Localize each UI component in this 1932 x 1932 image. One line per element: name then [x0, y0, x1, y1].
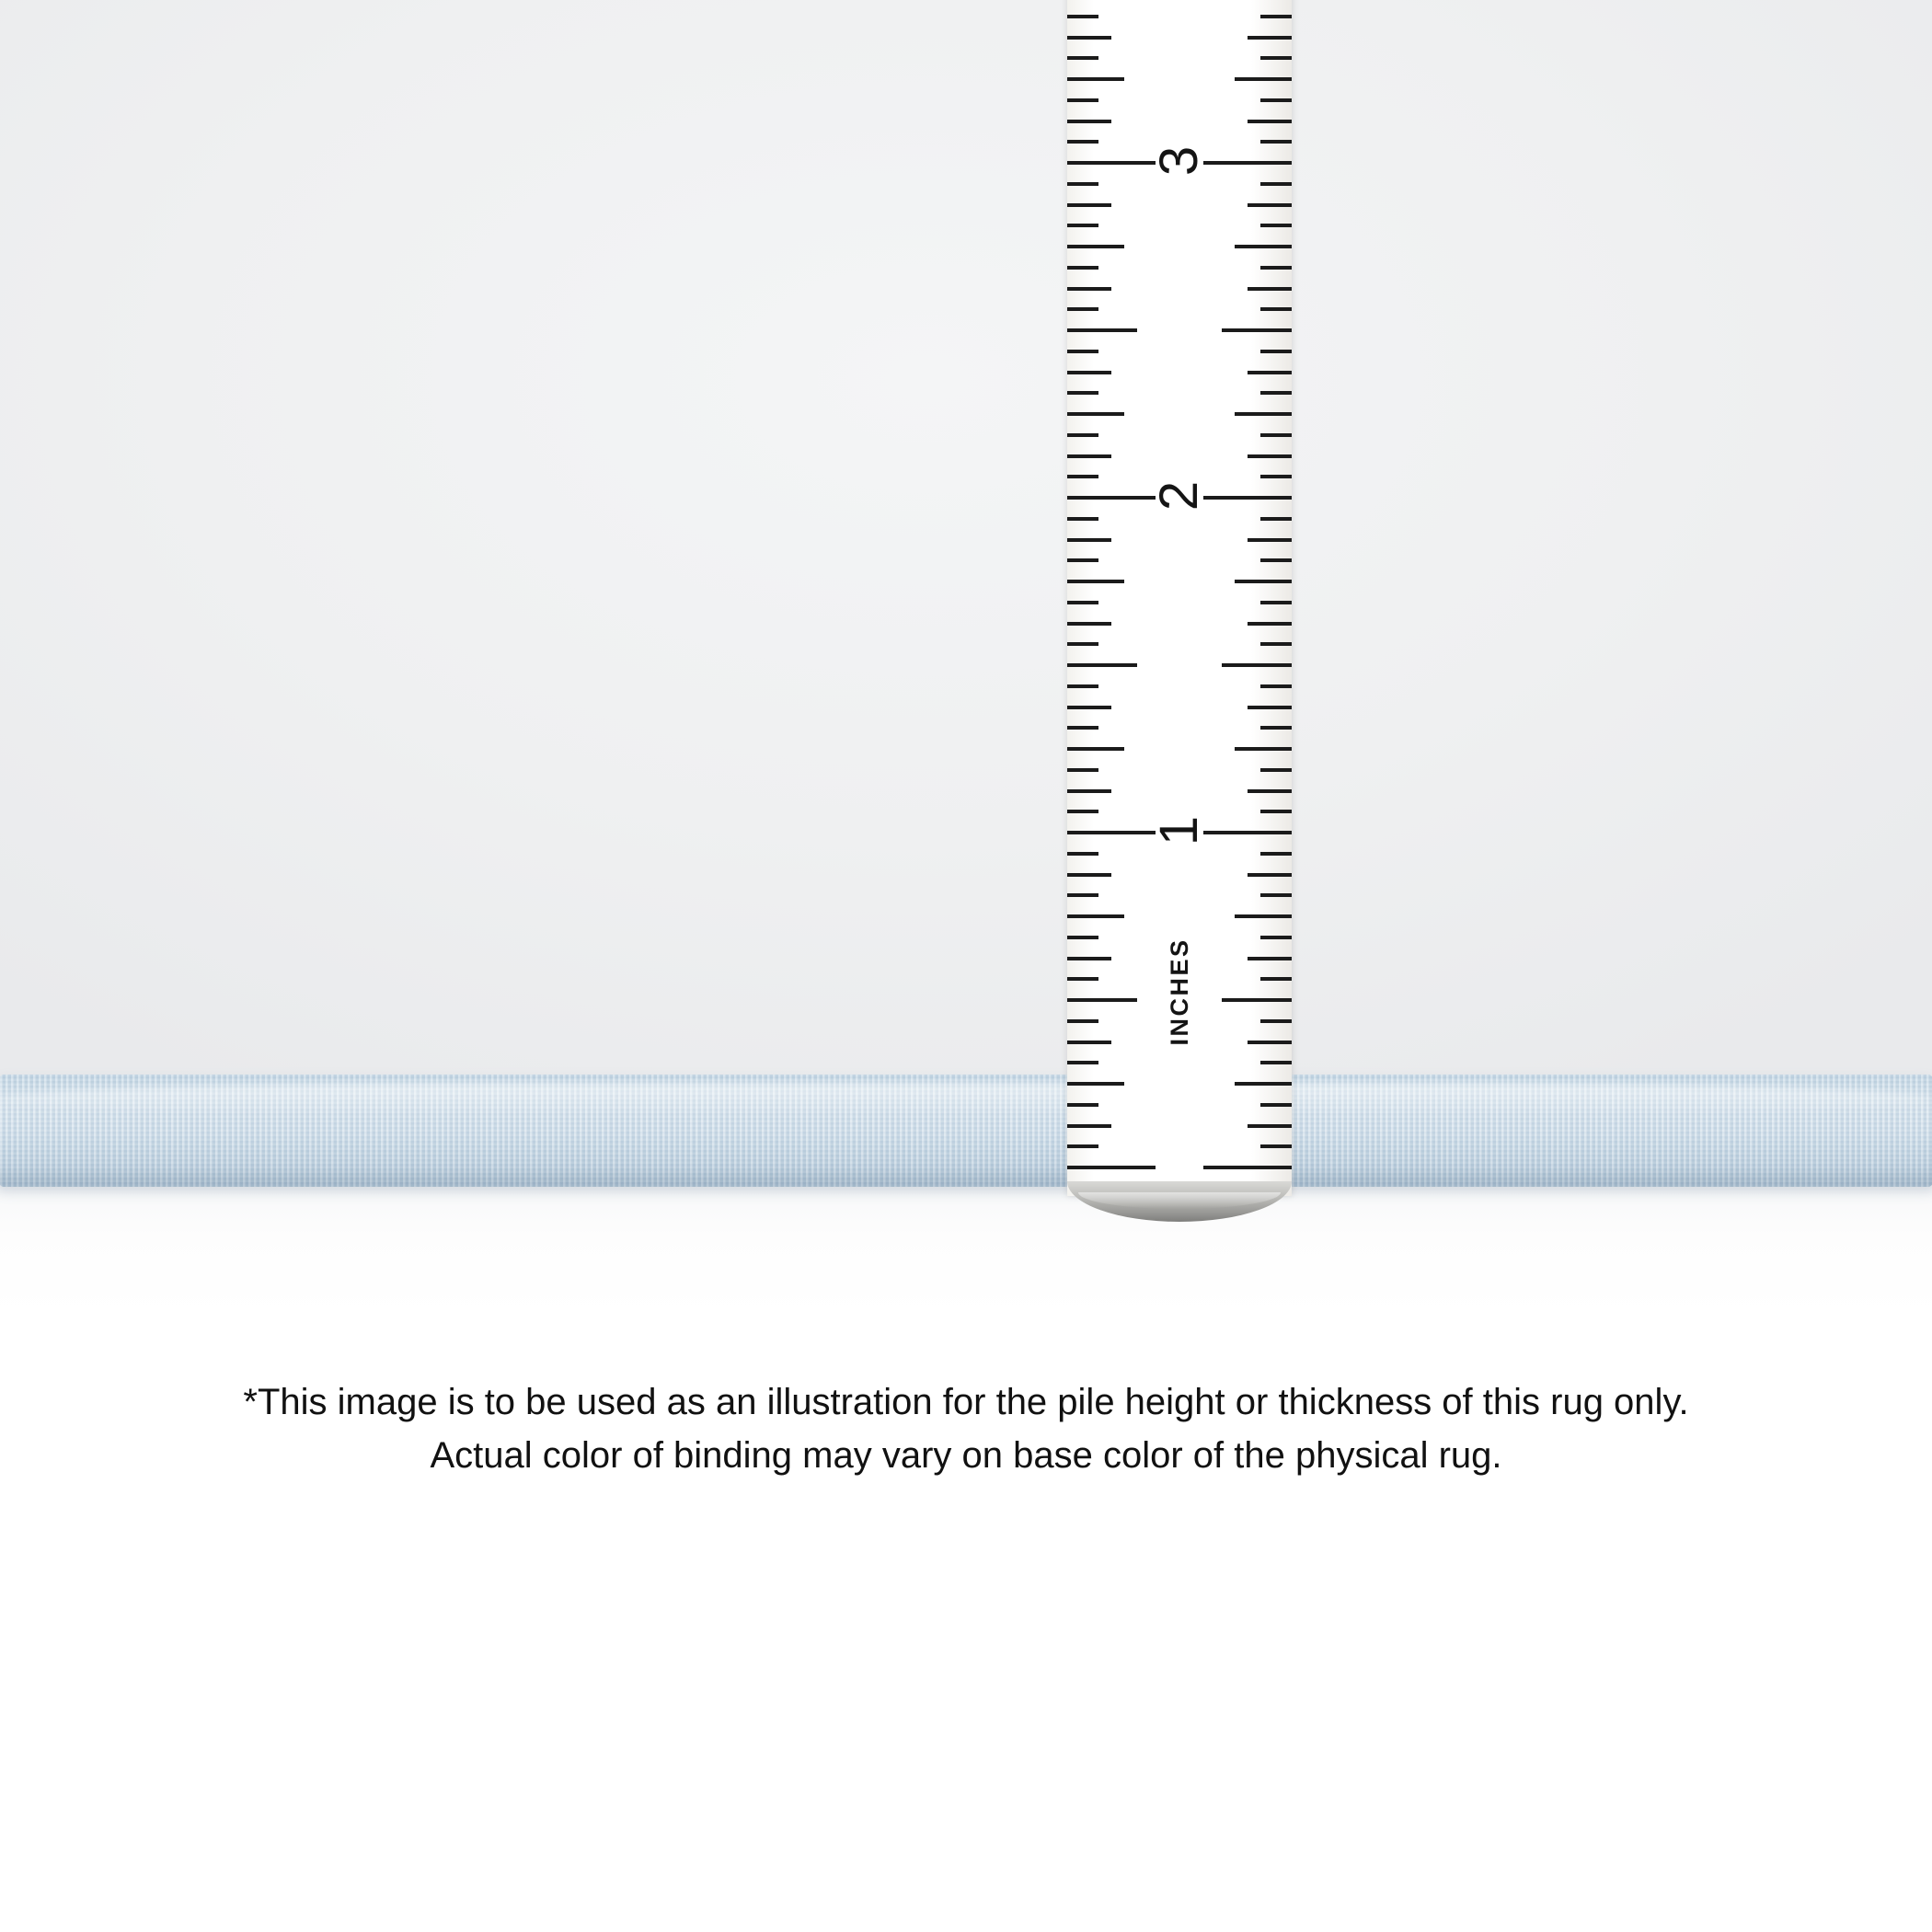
ruler-tick — [1067, 98, 1098, 102]
ruler-tick — [1067, 328, 1137, 332]
ruler-tick — [1067, 140, 1098, 144]
ruler-tick — [1067, 558, 1098, 562]
ruler-tick — [1235, 77, 1292, 81]
ruler-tick — [1248, 454, 1292, 458]
ruler-tick — [1067, 1019, 1098, 1023]
ruler-tick — [1260, 307, 1292, 311]
ruler-tick — [1260, 852, 1292, 856]
ruler-tick — [1067, 454, 1111, 458]
ruler-tick — [1235, 245, 1292, 248]
ruler-tick — [1260, 893, 1292, 897]
ruler-tick — [1260, 977, 1292, 981]
ruler-tick — [1067, 203, 1111, 207]
disclaimer-line-1: *This image is to be used as an illustration for the pile height or thickness of this rug only. — [243, 1382, 1689, 1422]
ruler-tick — [1260, 1019, 1292, 1023]
ruler-number-2: 2 — [1149, 480, 1209, 512]
disclaimer-line-2: Actual color of binding may vary on base color of the physical rug. — [430, 1435, 1502, 1476]
ruler-tick — [1067, 789, 1111, 793]
ruler-tick — [1067, 120, 1111, 123]
rug-binding-edge — [0, 1075, 1932, 1187]
ruler-tick — [1260, 15, 1292, 18]
ruler-tick — [1067, 747, 1124, 751]
ruler-tick — [1260, 726, 1292, 730]
ruler-tick — [1067, 517, 1098, 521]
ruler-tick — [1260, 350, 1292, 353]
ruler-tick — [1067, 287, 1111, 291]
ruler-tick — [1067, 475, 1098, 478]
ruler-tick — [1222, 328, 1292, 332]
tape-measure-ruler — [1067, 0, 1292, 1196]
ruler-tick — [1260, 684, 1292, 688]
ruler-tick — [1203, 831, 1292, 834]
ruler-tick — [1067, 1166, 1156, 1169]
ruler-tick — [1067, 768, 1098, 772]
ruler-tick — [1248, 371, 1292, 374]
ruler-tick — [1067, 873, 1111, 877]
ruler-tick — [1222, 998, 1292, 1002]
ruler-tick — [1067, 706, 1111, 709]
ruler-tick — [1248, 1041, 1292, 1044]
ruler-tick — [1248, 1124, 1292, 1128]
ruler-tick — [1260, 810, 1292, 813]
ruler-tick — [1203, 496, 1292, 500]
ruler-tick — [1067, 622, 1111, 626]
ruler-tick — [1067, 914, 1124, 918]
ruler-tick — [1067, 957, 1111, 960]
ruler-tick — [1260, 601, 1292, 604]
ruler-tick — [1067, 642, 1098, 646]
ruler-tick — [1260, 266, 1292, 270]
ruler-tick — [1235, 1082, 1292, 1086]
ruler-tick — [1248, 706, 1292, 709]
ruler-tick — [1248, 957, 1292, 960]
ruler-tick — [1067, 433, 1098, 437]
ruler-tick — [1248, 203, 1292, 207]
disclaimer-caption — [0, 1375, 1932, 1482]
ruler-tick — [1067, 684, 1098, 688]
ruler-tick — [1067, 663, 1137, 667]
ruler-tick — [1248, 120, 1292, 123]
ruler-tick — [1260, 182, 1292, 186]
ruler-tick — [1067, 245, 1124, 248]
ruler-tick — [1067, 15, 1098, 18]
ruler-tick — [1260, 140, 1292, 144]
ruler-tick — [1260, 98, 1292, 102]
ruler-tick — [1260, 391, 1292, 395]
ruler-tick — [1260, 433, 1292, 437]
ruler-tick — [1067, 1041, 1111, 1044]
ruler-tick — [1222, 663, 1292, 667]
ruler-tick — [1067, 998, 1137, 1002]
ruler-unit-label: INCHES — [1166, 937, 1193, 1046]
ruler-tick — [1067, 1103, 1098, 1107]
floor-surface — [0, 1182, 1932, 1316]
ruler-tick — [1260, 475, 1292, 478]
ruler-tick — [1248, 622, 1292, 626]
ruler-tick — [1260, 517, 1292, 521]
ruler-tick — [1067, 977, 1098, 981]
ruler-tick — [1235, 747, 1292, 751]
ruler-number-1: 1 — [1149, 815, 1209, 846]
ruler-tick — [1067, 580, 1124, 583]
rug-drop-shadow — [0, 1176, 1932, 1196]
ruler-tick — [1260, 224, 1292, 227]
ruler-tick — [1260, 642, 1292, 646]
ruler-tick — [1067, 36, 1111, 40]
ruler-tick — [1248, 789, 1292, 793]
ruler-tick — [1260, 768, 1292, 772]
ruler-tick — [1067, 77, 1124, 81]
ruler-tick — [1260, 1103, 1292, 1107]
ruler-tick — [1203, 161, 1292, 165]
ruler-tick — [1067, 852, 1098, 856]
ruler-tick — [1067, 56, 1098, 60]
ruler-tick — [1067, 538, 1111, 542]
ruler-tick — [1067, 1144, 1098, 1148]
ruler-tick — [1067, 307, 1098, 311]
ruler-tick — [1235, 914, 1292, 918]
ruler-tick — [1067, 391, 1098, 395]
ruler-tick — [1067, 350, 1098, 353]
ruler-tick — [1067, 726, 1098, 730]
ruler-tick — [1067, 371, 1111, 374]
ruler-tick — [1067, 1082, 1124, 1086]
ruler-tick — [1067, 1061, 1098, 1064]
ruler-tick — [1260, 56, 1292, 60]
ruler-tick — [1067, 182, 1098, 186]
ruler-tick — [1248, 873, 1292, 877]
ruler-tick — [1067, 601, 1098, 604]
ruler-tick — [1067, 810, 1098, 813]
ruler-tick — [1235, 580, 1292, 583]
ruler-tick — [1248, 36, 1292, 40]
ruler-tick — [1260, 1144, 1292, 1148]
ruler-tick — [1203, 1166, 1292, 1169]
ruler-tick — [1248, 538, 1292, 542]
ruler-tick — [1248, 287, 1292, 291]
ruler-tick — [1067, 412, 1124, 416]
ruler-tick — [1260, 1061, 1292, 1064]
ruler-tick — [1067, 893, 1098, 897]
ruler-tick — [1260, 936, 1292, 939]
ruler-tick — [1067, 1124, 1111, 1128]
ruler-tick — [1235, 412, 1292, 416]
ruler-tick — [1067, 266, 1098, 270]
ruler-tick — [1067, 224, 1098, 227]
rug-binding-highlight — [0, 1084, 1932, 1115]
ruler-tick — [1067, 936, 1098, 939]
ruler-tick — [1260, 558, 1292, 562]
ruler-number-3: 3 — [1149, 145, 1209, 177]
